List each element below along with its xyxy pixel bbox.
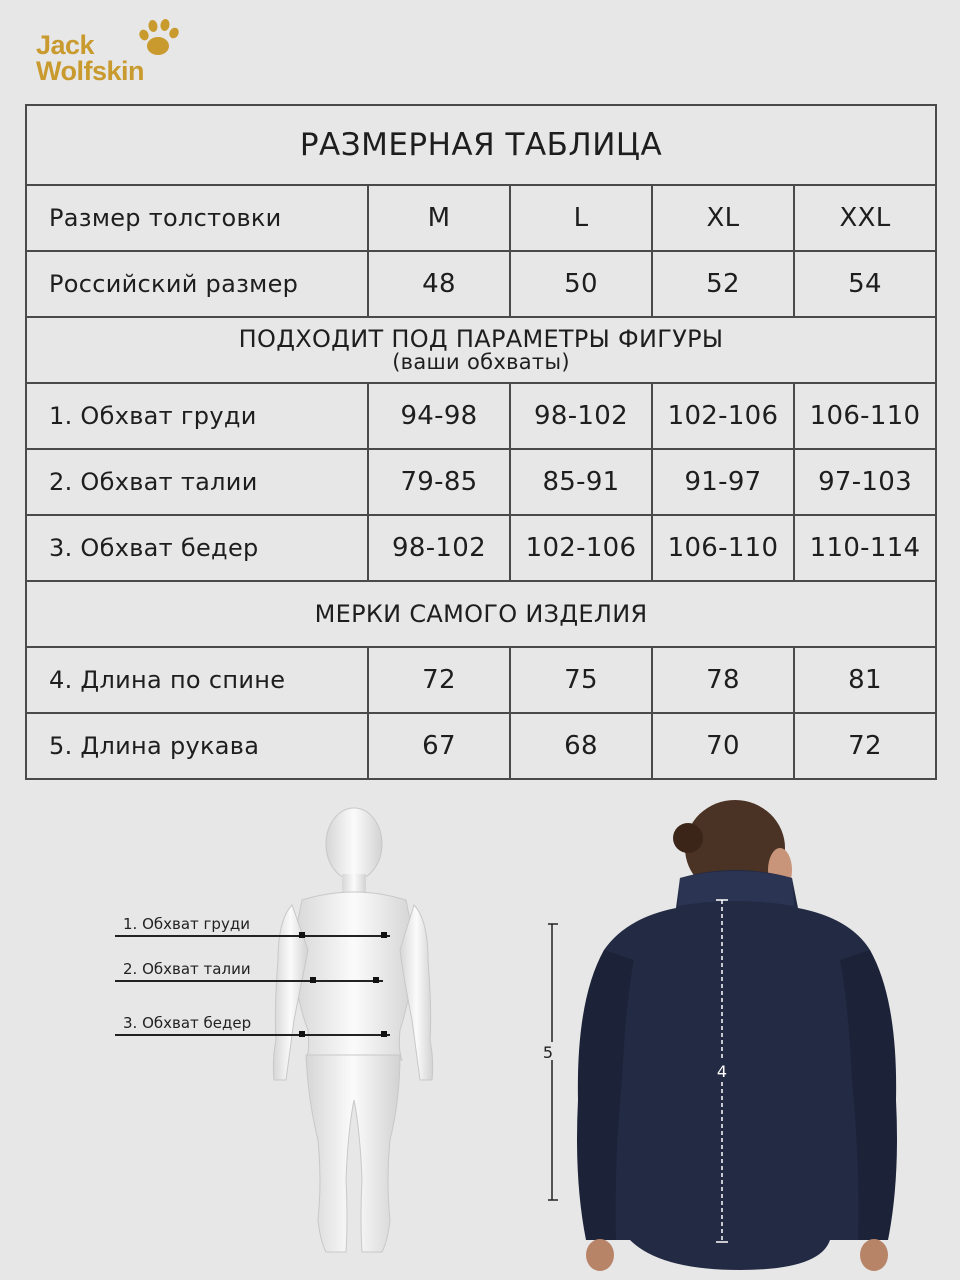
russian-size-row [26, 251, 936, 317]
brand-logo [36, 18, 186, 88]
row-label: Российский размер [26, 251, 368, 317]
size-cell: 50 [510, 251, 652, 317]
row-label: 4. Длина по спине [26, 647, 368, 713]
waist-measure-line [115, 980, 383, 982]
measure-dot [299, 932, 305, 938]
section-title-main: ПОДХОДИТ ПОД ПАРАМЕТРЫ ФИГУРЫ [238, 325, 724, 353]
illustration-area [0, 800, 960, 1280]
size-cell: 106-110 [652, 515, 794, 581]
brand-name-line1: Jack [36, 30, 95, 60]
size-table [25, 104, 937, 780]
section-header-body [26, 317, 936, 383]
hips-row [26, 515, 936, 581]
table-title: РАЗМЕРНАЯ ТАБЛИЦА [26, 105, 936, 185]
size-cell: 75 [510, 647, 652, 713]
chest-row [26, 383, 936, 449]
size-row [26, 185, 936, 251]
back-marker-label: 4 [716, 1062, 728, 1081]
measure-dot [373, 977, 379, 983]
size-cell: 81 [794, 647, 936, 713]
sleeve-marker-label: 5 [542, 1043, 554, 1062]
size-cell: L [510, 185, 652, 251]
chest-measure-line [115, 935, 390, 937]
waist-measure-label: 2. Обхват талии [123, 960, 251, 978]
paw-icon [136, 18, 182, 58]
size-cell: 79-85 [368, 449, 510, 515]
size-cell: M [368, 185, 510, 251]
section-title: МЕРКИ САМОГО ИЗДЕЛИЯ [26, 581, 936, 647]
size-cell: 78 [652, 647, 794, 713]
size-cell: 72 [368, 647, 510, 713]
size-cell: XL [652, 185, 794, 251]
jacket-back-image [530, 800, 960, 1280]
sleeve-length-row [26, 713, 936, 779]
row-label: Размер толстовки [26, 185, 368, 251]
table-title-row [26, 105, 936, 185]
section-title [26, 317, 936, 383]
row-label: 3. Обхват бедер [26, 515, 368, 581]
back-length-row [26, 647, 936, 713]
measure-dot [310, 977, 316, 983]
size-cell: 110-114 [794, 515, 936, 581]
measure-dot [299, 1031, 305, 1037]
chest-measure-label: 1. Обхват груди [123, 915, 250, 933]
brand-name-line2: Wolfskin [36, 56, 145, 86]
size-cell: 52 [652, 251, 794, 317]
size-cell: 70 [652, 713, 794, 779]
size-cell: 97-103 [794, 449, 936, 515]
hips-measure-line [115, 1034, 390, 1036]
row-label: 2. Обхват талии [26, 449, 368, 515]
size-cell: 106-110 [794, 383, 936, 449]
size-cell: 85-91 [510, 449, 652, 515]
size-cell: 72 [794, 713, 936, 779]
size-cell: 98-102 [510, 383, 652, 449]
size-cell: 102-106 [510, 515, 652, 581]
size-cell: 91-97 [652, 449, 794, 515]
size-cell: 68 [510, 713, 652, 779]
size-cell: XXL [794, 185, 936, 251]
size-cell: 98-102 [368, 515, 510, 581]
section-header-garment [26, 581, 936, 647]
row-label: 5. Длина рукава [26, 713, 368, 779]
hips-measure-label: 3. Обхват бедер [123, 1014, 252, 1032]
row-label: 1. Обхват груди [26, 383, 368, 449]
section-subtitle: (ваши обхваты) [392, 350, 570, 374]
size-cell: 54 [794, 251, 936, 317]
measure-dot [381, 1031, 387, 1037]
measure-dot [381, 932, 387, 938]
size-cell: 102-106 [652, 383, 794, 449]
size-cell: 67 [368, 713, 510, 779]
size-cell: 48 [368, 251, 510, 317]
waist-row [26, 449, 936, 515]
size-cell: 94-98 [368, 383, 510, 449]
